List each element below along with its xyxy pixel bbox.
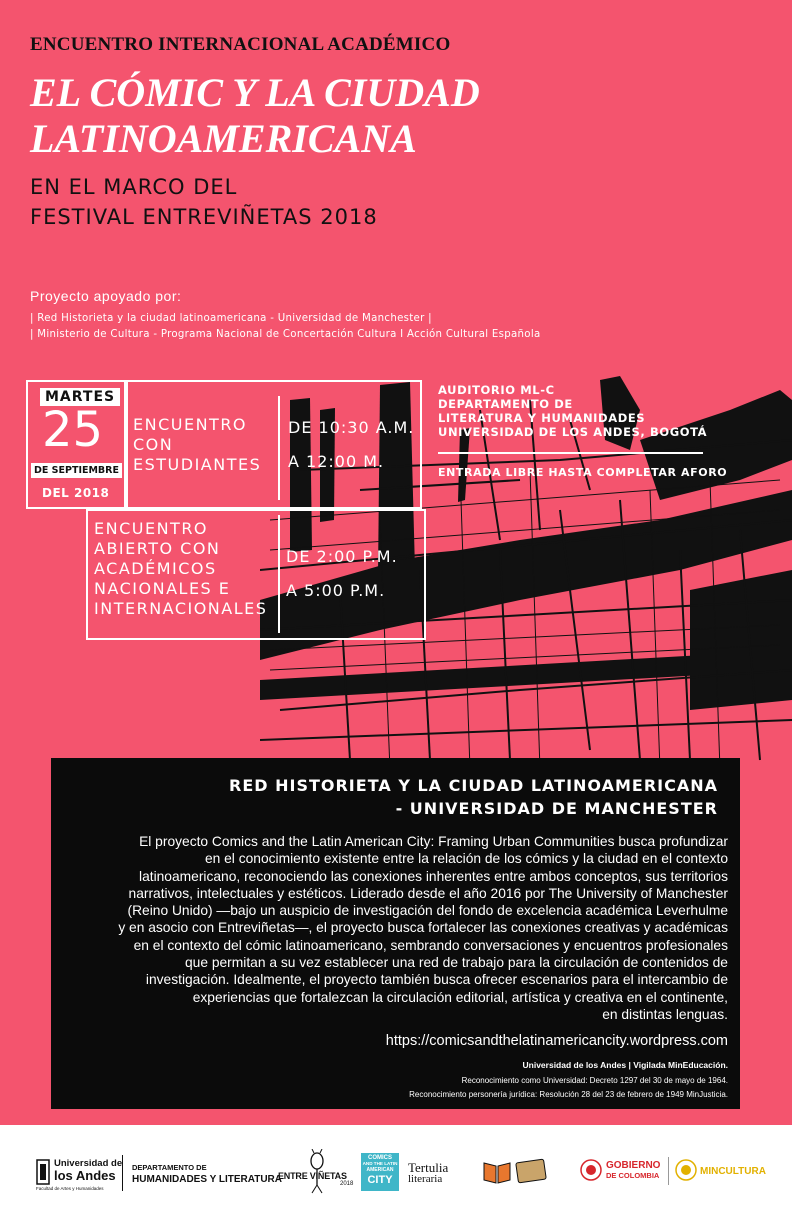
logo-strip	[0, 1125, 792, 1224]
event-time-end: A 5:00 P.M.	[286, 581, 386, 600]
festival-subtitle	[30, 172, 378, 232]
venue-line: AUDITORIO ML-C	[438, 383, 555, 397]
mincultura-logo: MINCULTURA	[700, 1166, 766, 1177]
stamp-badge-icon	[514, 1157, 548, 1185]
pre-title: ENCUENTRO INTERNACIONAL ACADÉMICO	[30, 34, 451, 55]
date-box	[26, 380, 126, 509]
legal-line: Reconocimiento personería jurídica: Resolución 28 del 23 de febrero de 1949 MinJusticia.	[409, 1090, 728, 1099]
comics-city-line: AND THE LATIN	[362, 1161, 398, 1166]
body-line: latinoamericano, reconociendo las conexiones inherentes entre ambos conceptos, sus territorios	[139, 868, 728, 884]
mincultura-shield-icon	[675, 1159, 697, 1181]
colombia-shield-icon	[580, 1159, 602, 1181]
festival-subtitle-line: EN EL MARCO DEL	[30, 175, 238, 199]
body-line: El proyecto Comics and the Latin American City: Framing Urban Communities busca profundizar	[139, 834, 728, 849]
project-url[interactable]: https://comicsandthelatinamericancity.wordpress.com	[385, 1033, 728, 1049]
body-line: en distintas lenguas.	[602, 1006, 728, 1022]
tertulia-line: literaria	[408, 1173, 443, 1185]
gobierno-line: GOBIERNO	[606, 1160, 661, 1171]
divider	[278, 515, 280, 633]
event-title-line: NACIONALES E	[94, 579, 231, 598]
tertulia-line: Tertulia	[408, 1160, 449, 1175]
festival-subtitle-line: FESTIVAL ENTREVIÑETAS 2018	[30, 205, 378, 229]
venue	[438, 383, 707, 439]
body-line: en el conocimiento existente entre la relación de los cómics y la ciudad en el contexto	[204, 851, 728, 867]
department-line: DEPARTAMENTO DE	[132, 1163, 207, 1172]
body-line: y en asocio con Entreviñetas—, el proyecto busca fortalecer las conexiones creativas y académicas	[118, 920, 728, 936]
tertulia-logo	[408, 1161, 448, 1185]
body-line: narrativos, intelectuales y estéticos. Liderado desde el año 2016 por The University of Manchester	[128, 885, 728, 901]
comics-city-line: CITY	[367, 1174, 393, 1186]
event-title	[133, 415, 261, 475]
gobierno-line: DE COLOMBIA	[606, 1171, 660, 1180]
main-title	[30, 70, 480, 162]
comics-city-logo	[361, 1153, 399, 1191]
info-body	[73, 833, 728, 1023]
department-line: HUMANIDADES Y LITERATURA	[132, 1174, 283, 1185]
support-line: | Red Historieta y la ciudad latinoamericana - Universidad de Manchester |	[30, 313, 432, 324]
entry-note: ENTRADA LIBRE HASTA COMPLETAR AFORO	[438, 466, 728, 479]
support-label: Proyecto apoyado por:	[30, 288, 182, 304]
logo-divider	[122, 1155, 123, 1191]
venue-line: LITERATURA Y HUMANIDADES	[438, 411, 646, 425]
body-line: en el contexto del cómic latinoamericano, sembrando conversaciones y encuentros profesionales	[133, 937, 728, 953]
department-logo	[132, 1163, 282, 1185]
body-line: que permitan a su vez establecer una red de trabajo para la circulación de contenidos de	[184, 955, 728, 971]
entrevinetas-text: ENTRE VIÑETAS	[278, 1171, 347, 1181]
info-title	[229, 774, 718, 820]
event-title-line: INTERNACIONALES	[94, 599, 268, 618]
divider	[278, 396, 280, 500]
info-title-line: RED HISTORIETA Y LA CIUDAD LATINOAMERICANA	[229, 776, 718, 795]
weekday: MARTES	[40, 388, 120, 406]
event-title-line: ENCUENTRO	[133, 415, 248, 434]
body-line: investigación. Idealmente, el proyecto también busca ofrecer escenarios para el intercambio de	[145, 972, 728, 988]
event-time-start: DE 2:00 P.M.	[286, 547, 398, 566]
open-book-icon	[482, 1159, 512, 1185]
uniandes-logo	[36, 1155, 123, 1195]
event-title-line: ENCUENTRO	[94, 519, 209, 538]
venue-line: UNIVERSIDAD DE LOS ANDES, BOGOTÁ	[438, 425, 708, 439]
month: DE SEPTIEMBRE	[31, 463, 122, 478]
uniandes-line: Facultad de Artes y Humanidades	[36, 1186, 104, 1191]
support-line: | Ministerio de Cultura - Programa Nacional de Concertación Cultura I Acción Cultural Española	[30, 329, 541, 340]
uniandes-crest-icon	[36, 1159, 50, 1185]
event-title-line: ACADÉMICOS	[94, 559, 217, 578]
event-student-box	[126, 380, 422, 509]
venue-line: DEPARTAMENTO DE	[438, 397, 573, 411]
uniandes-line: Universidad de	[54, 1158, 123, 1169]
legal-line: Universidad de los Andes | Vigilada MinEducación.	[522, 1060, 728, 1070]
legal-line: Reconocimiento como Universidad: Decreto 1297 del 30 de mayo de 1964.	[461, 1076, 728, 1085]
venue-rule	[438, 452, 703, 454]
event-time-end: A 12:00 M.	[288, 452, 385, 471]
body-line: (Reino Unido) —bajo un auspicio de investigación del fondo de excelencia académica Leverhulme	[127, 903, 728, 919]
body-line: experiencias que fortalezcan la circulación editorial, artística y creativa en el continente,	[192, 989, 728, 1005]
info-title-line: - UNIVERSIDAD DE MANCHESTER	[395, 799, 718, 818]
main-title-line: LATINOAMERICANA	[30, 116, 417, 161]
year: DEL 2018	[42, 486, 110, 500]
event-academic-box	[86, 509, 426, 640]
uniandes-line: los Andes	[54, 1168, 116, 1183]
event-title-line: CON	[133, 435, 174, 454]
info-panel	[51, 758, 740, 1109]
comics-city-line: COMICS	[368, 1155, 392, 1161]
comics-city-line: AMERICAN	[366, 1167, 394, 1173]
entrevinetas-logo	[278, 1149, 358, 1199]
main-title-line: EL CÓMIC Y LA CIUDAD	[30, 70, 480, 115]
event-title-line: ABIERTO CON	[94, 539, 221, 558]
logo-divider	[668, 1157, 669, 1185]
event-time-start: DE 10:30 A.M.	[288, 418, 415, 437]
day-number: 25	[42, 402, 104, 458]
entrevinetas-year: 2018	[340, 1181, 354, 1187]
event-title-line: ESTUDIANTES	[133, 455, 262, 474]
gobierno-logo	[606, 1161, 660, 1180]
event-title	[94, 519, 267, 619]
